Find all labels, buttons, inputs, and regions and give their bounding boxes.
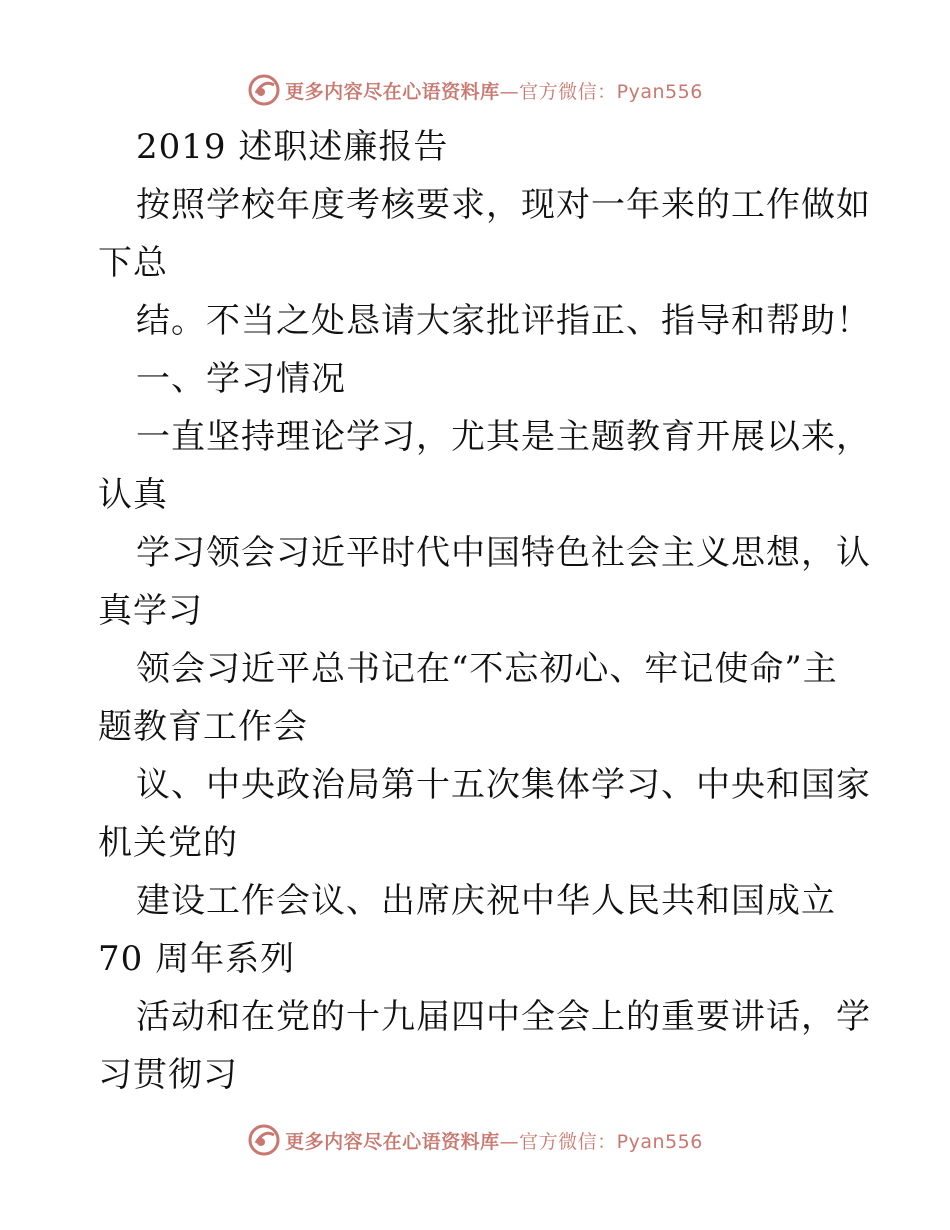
document-line: 习贯彻习 — [98, 1055, 238, 1095]
brand-logo-icon — [247, 73, 281, 107]
document-line: 学习领会习近平时代中国特色社会主义思想，认 — [136, 533, 871, 573]
watermark-text-bold: 更多内容尽在心语资料库 — [285, 1130, 500, 1153]
watermark-text-dash: — — [499, 1130, 520, 1153]
document-line: 一、学习情况 — [136, 359, 346, 399]
document-line: 按照学校年度考核要求，现对一年来的工作做如 — [136, 185, 871, 225]
document-line: 议、中央政治局第十五次集体学习、中央和国家 — [136, 765, 871, 805]
brand-logo-icon — [247, 1123, 281, 1157]
document-line: 真学习 — [98, 591, 203, 631]
watermark-text — [285, 77, 703, 104]
document-line: 一直坚持理论学习，尤其是主题教育开展以来， — [136, 417, 871, 457]
document-line: 建设工作会议、出席庆祝中华人民共和国成立 — [136, 881, 836, 921]
document-line: 机关党的 — [98, 823, 238, 863]
watermark-text-dash: — — [499, 80, 520, 103]
watermark-text — [285, 1127, 703, 1154]
document-line: 认真 — [98, 475, 168, 515]
watermark-text-rest: 官方微信：Pyan556 — [519, 80, 703, 103]
watermark-banner-top — [0, 70, 950, 110]
watermark-text-bold: 更多内容尽在心语资料库 — [285, 80, 500, 103]
document-body — [98, 118, 871, 1104]
document-line: 下总 — [98, 243, 168, 283]
document-line: 结。不当之处恳请大家批评指正、指导和帮助！ — [136, 301, 871, 341]
watermark-text-rest: 官方微信：Pyan556 — [519, 1130, 703, 1153]
document-line: 题教育工作会 — [98, 707, 308, 747]
document-line: 领会习近平总书记在“不忘初心、牢记使命”主 — [136, 649, 838, 689]
document-line: 2019 述职述廉报告 — [136, 127, 449, 167]
document-line: 活动和在党的十九届四中全会上的重要讲话，学 — [136, 997, 871, 1037]
document-line: 70 周年系列 — [98, 939, 296, 979]
watermark-banner-bottom — [0, 1120, 950, 1160]
